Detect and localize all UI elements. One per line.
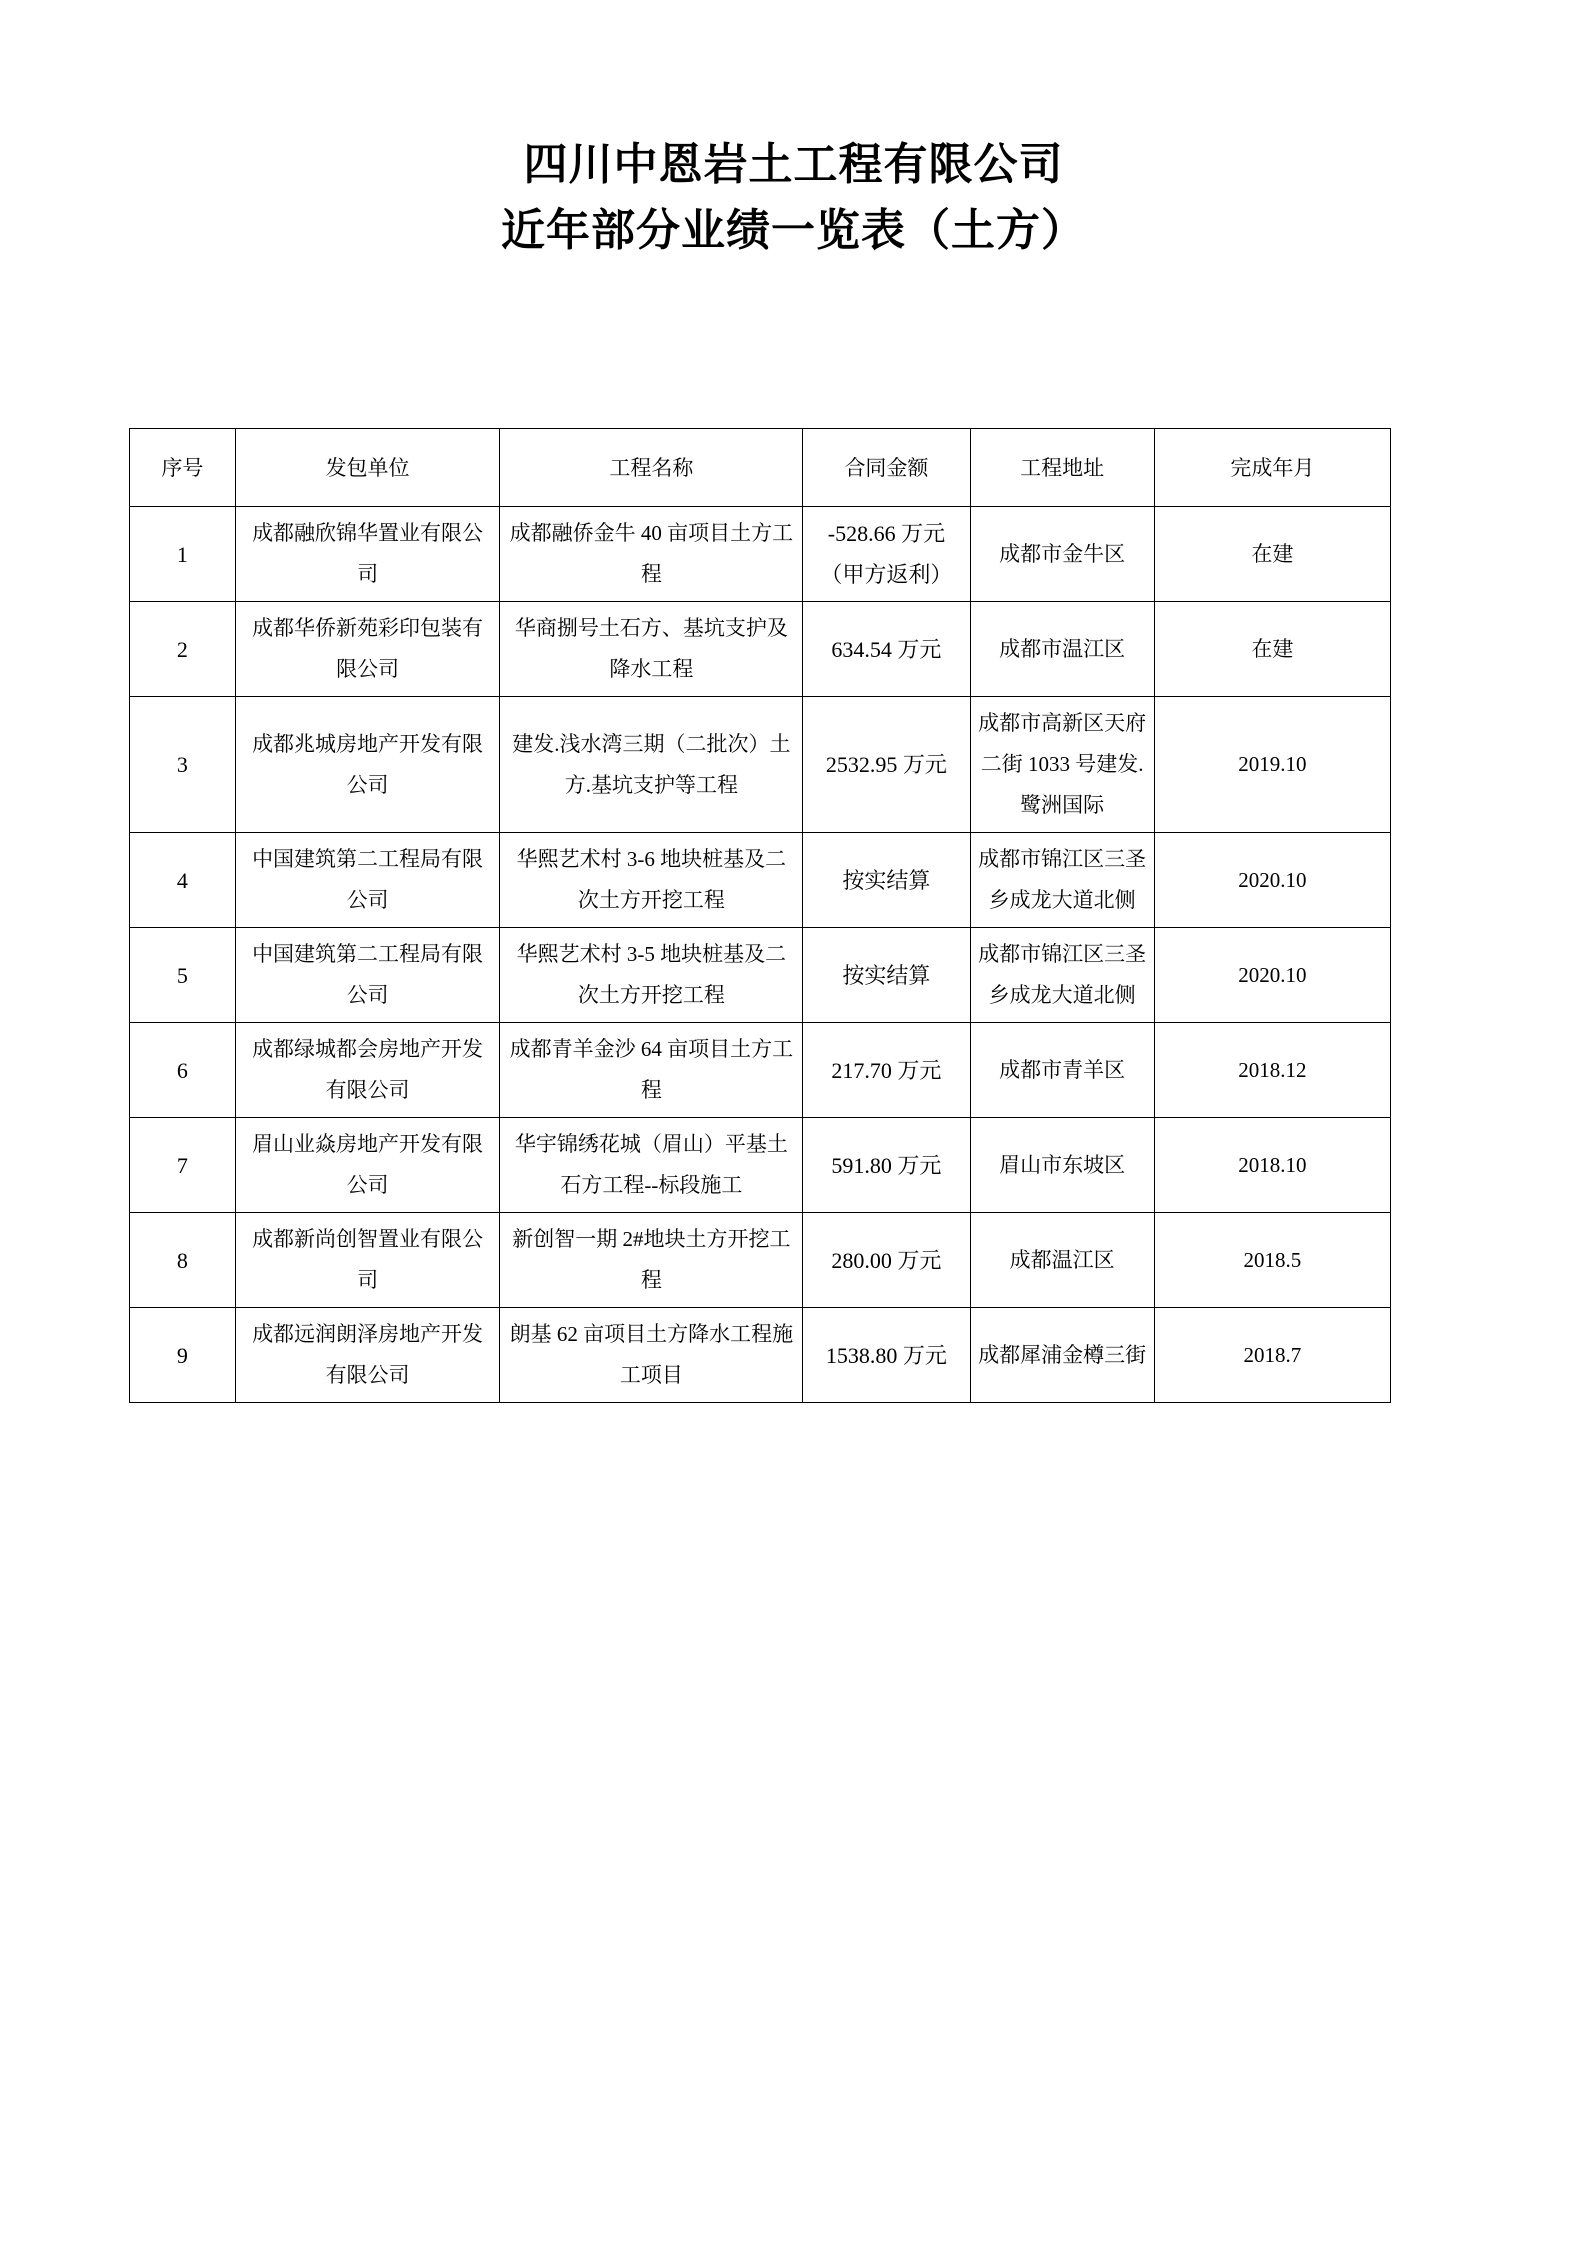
cell-date: 2018.7 bbox=[1154, 1308, 1390, 1403]
cell-amount: 280.00 万元 bbox=[803, 1213, 970, 1308]
cell-client: 成都兆城房地产开发有限公司 bbox=[235, 697, 500, 833]
cell-client: 成都华侨新苑彩印包装有限公司 bbox=[235, 602, 500, 697]
column-header-date: 完成年月 bbox=[1154, 429, 1390, 507]
cell-index: 8 bbox=[130, 1213, 236, 1308]
performance-table bbox=[129, 428, 1391, 1403]
cell-amount: -528.66 万元（甲方返利） bbox=[803, 507, 970, 602]
cell-index: 9 bbox=[130, 1308, 236, 1403]
cell-amount: 按实结算 bbox=[803, 833, 970, 928]
cell-address: 成都市锦江区三圣乡成龙大道北侧 bbox=[970, 833, 1154, 928]
column-header-client: 发包单位 bbox=[235, 429, 500, 507]
cell-date: 2018.5 bbox=[1154, 1213, 1390, 1308]
cell-client: 成都远润朗泽房地产开发有限公司 bbox=[235, 1308, 500, 1403]
cell-address: 成都市金牛区 bbox=[970, 507, 1154, 602]
cell-client: 成都融欣锦华置业有限公司 bbox=[235, 507, 500, 602]
cell-client: 中国建筑第二工程局有限公司 bbox=[235, 928, 500, 1023]
cell-client: 成都新尚创智置业有限公司 bbox=[235, 1213, 500, 1308]
column-header-index: 序号 bbox=[130, 429, 236, 507]
page-title-line-1: 四川中恩岩土工程有限公司 bbox=[523, 140, 1064, 189]
cell-address: 成都市锦江区三圣乡成龙大道北侧 bbox=[970, 928, 1154, 1023]
cell-date: 2020.10 bbox=[1154, 928, 1390, 1023]
cell-project: 华宇锦绣花城（眉山）平基土石方工程--标段施工 bbox=[500, 1118, 803, 1213]
cell-address: 成都市高新区天府二街 1033 号建发.鹭洲国际 bbox=[970, 697, 1154, 833]
table-row bbox=[130, 1308, 1391, 1403]
table-row bbox=[130, 697, 1391, 833]
cell-address: 成都市温江区 bbox=[970, 602, 1154, 697]
cell-index: 5 bbox=[130, 928, 236, 1023]
cell-client: 成都绿城都会房地产开发有限公司 bbox=[235, 1023, 500, 1118]
table-row bbox=[130, 1118, 1391, 1213]
table-row bbox=[130, 833, 1391, 928]
cell-project: 华熙艺术村 3-6 地块桩基及二次土方开挖工程 bbox=[500, 833, 803, 928]
cell-address: 成都犀浦金樽三街 bbox=[970, 1308, 1154, 1403]
cell-index: 2 bbox=[130, 602, 236, 697]
cell-project: 华商捌号土石方、基坑支护及降水工程 bbox=[500, 602, 803, 697]
cell-index: 3 bbox=[130, 697, 236, 833]
column-header-address: 工程地址 bbox=[970, 429, 1154, 507]
table-row bbox=[130, 507, 1391, 602]
cell-project: 成都青羊金沙 64 亩项目土方工程 bbox=[500, 1023, 803, 1118]
cell-address: 成都温江区 bbox=[970, 1213, 1154, 1308]
column-header-amount: 合同金额 bbox=[803, 429, 970, 507]
cell-date: 在建 bbox=[1154, 602, 1390, 697]
page-title-line-2: 近年部分业绩一览表（土方） bbox=[501, 206, 1086, 255]
column-header-project: 工程名称 bbox=[500, 429, 803, 507]
cell-client: 中国建筑第二工程局有限公司 bbox=[235, 833, 500, 928]
cell-index: 4 bbox=[130, 833, 236, 928]
cell-index: 1 bbox=[130, 507, 236, 602]
table-row bbox=[130, 1213, 1391, 1308]
cell-amount: 591.80 万元 bbox=[803, 1118, 970, 1213]
cell-amount: 2532.95 万元 bbox=[803, 697, 970, 833]
cell-date: 2018.12 bbox=[1154, 1023, 1390, 1118]
table-row bbox=[130, 602, 1391, 697]
cell-address: 眉山市东坡区 bbox=[970, 1118, 1154, 1213]
table-row bbox=[130, 928, 1391, 1023]
cell-amount: 1538.80 万元 bbox=[803, 1308, 970, 1403]
cell-project: 朗基 62 亩项目土方降水工程施工项目 bbox=[500, 1308, 803, 1403]
table-header-row bbox=[130, 429, 1391, 507]
cell-project: 建发.浅水湾三期（二批次）土方.基坑支护等工程 bbox=[500, 697, 803, 833]
cell-amount: 634.54 万元 bbox=[803, 602, 970, 697]
cell-amount: 按实结算 bbox=[803, 928, 970, 1023]
cell-date: 在建 bbox=[1154, 507, 1390, 602]
table-row bbox=[130, 1023, 1391, 1118]
cell-date: 2019.10 bbox=[1154, 697, 1390, 833]
cell-project: 成都融侨金牛 40 亩项目土方工程 bbox=[500, 507, 803, 602]
cell-client: 眉山业焱房地产开发有限公司 bbox=[235, 1118, 500, 1213]
table-body bbox=[130, 507, 1391, 1403]
cell-project: 新创智一期 2#地块土方开挖工程 bbox=[500, 1213, 803, 1308]
cell-date: 2018.10 bbox=[1154, 1118, 1390, 1213]
cell-date: 2020.10 bbox=[1154, 833, 1390, 928]
page-title bbox=[0, 132, 1587, 264]
table-header bbox=[130, 429, 1391, 507]
cell-index: 7 bbox=[130, 1118, 236, 1213]
cell-amount: 217.70 万元 bbox=[803, 1023, 970, 1118]
cell-address: 成都市青羊区 bbox=[970, 1023, 1154, 1118]
performance-table-container bbox=[129, 428, 1391, 1403]
cell-project: 华熙艺术村 3-5 地块桩基及二次土方开挖工程 bbox=[500, 928, 803, 1023]
cell-index: 6 bbox=[130, 1023, 236, 1118]
